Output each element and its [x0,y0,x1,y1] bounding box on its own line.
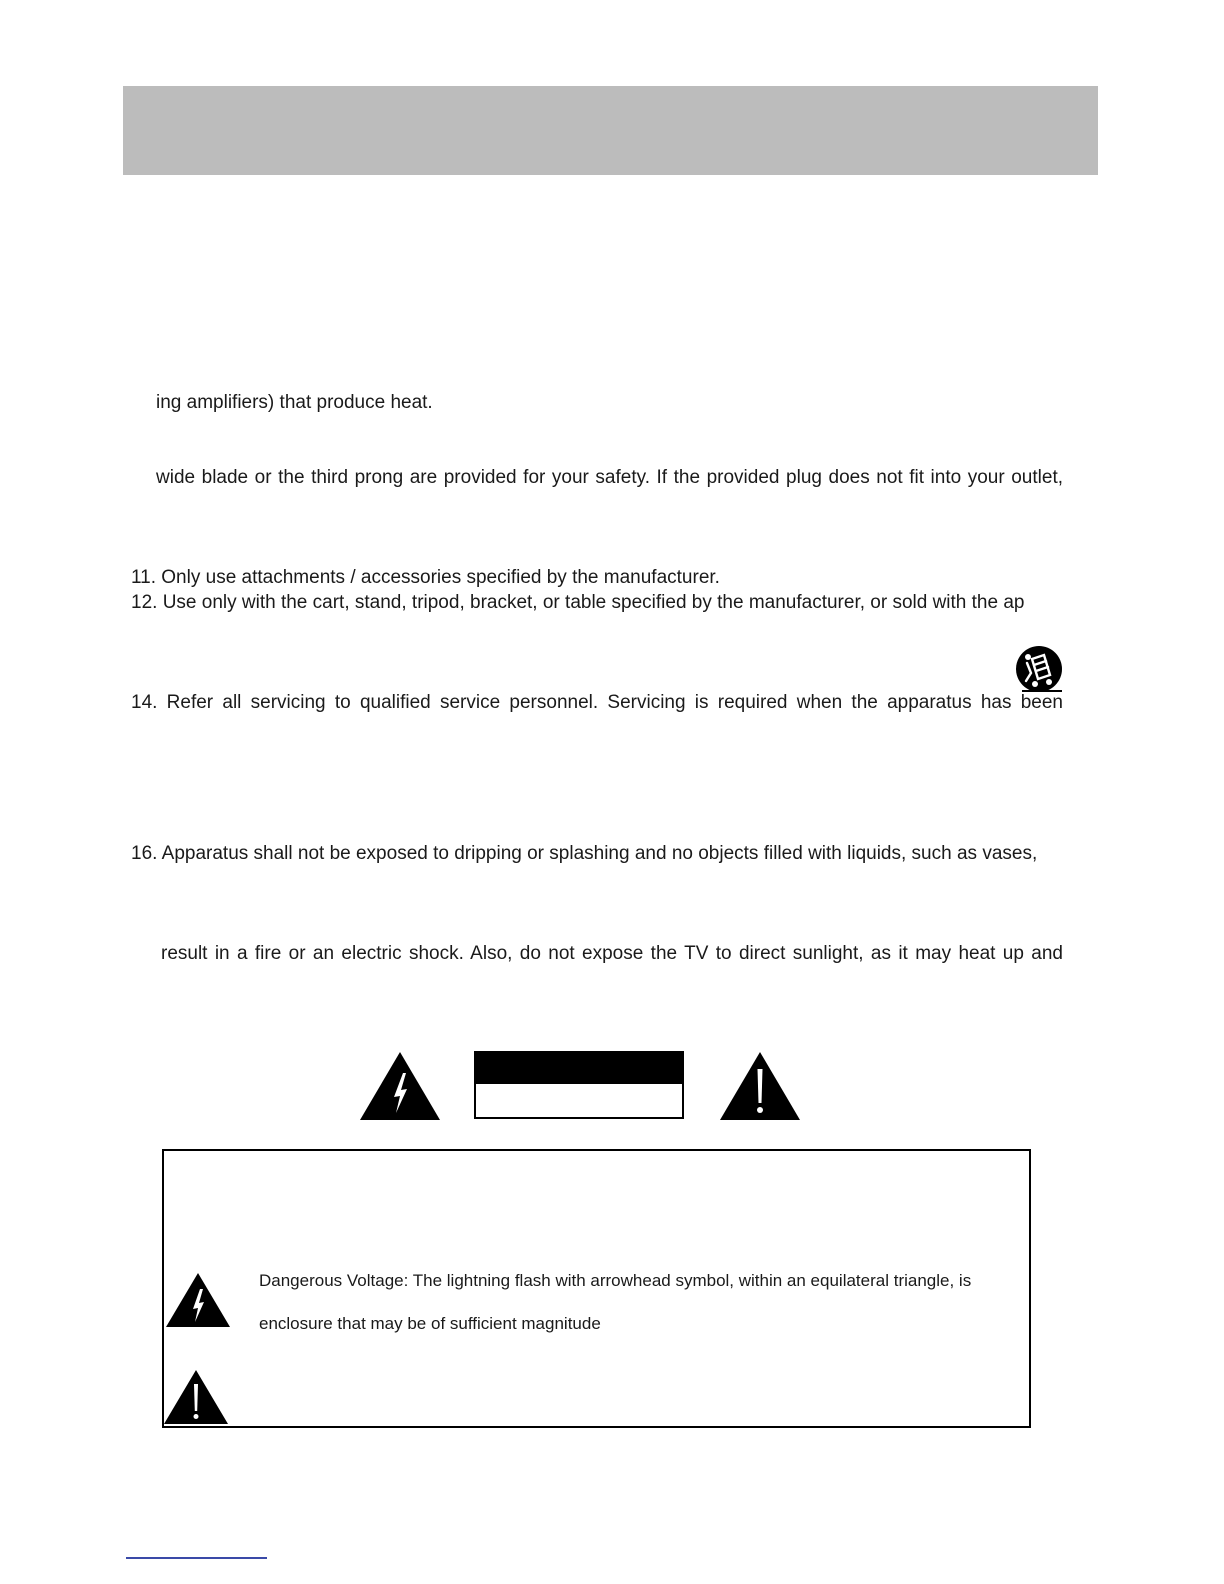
instruction-item-12: 12. Use only with the cart, stand, tripod, bracket, or table specified by the manufacturer, or sold with the ap [131,592,1025,613]
dangerous-voltage-line-1: Dangerous Voltage: The lightning flash with arrowhead symbol, within an equilateral triangle, is [259,1271,972,1290]
instruction-item-14: 14. Refer all servicing to qualified service personnel. Servicing is required when the apparatus has been [131,692,1063,713]
caution-label [474,1051,684,1119]
instruction-line-sunlight: result in a fire or an electric shock. Also, do not expose the TV to direct sunlight, as it may heat up and [161,943,1063,964]
cart-tip-over-icon [1014,645,1064,695]
caution-label-bar [476,1053,682,1084]
lightning-triangle-icon [359,1051,441,1121]
header-band [123,86,1098,175]
exclamation-triangle-icon [163,1369,229,1425]
instruction-item-11: 11. Only use attachments / accessories specified by the manufacturer. [131,567,720,588]
instruction-item-16: 16. Apparatus shall not be exposed to dripping or splashing and no objects filled with liquids, such as vases, [131,843,1038,864]
instruction-line-plug: wide blade or the third prong are provided for your safety. If the provided plug does not fit into your outlet, [156,467,1063,488]
symbol-explanation-box [162,1149,1031,1428]
lightning-triangle-icon [165,1272,231,1328]
exclamation-triangle-icon [719,1051,801,1121]
footer-rule [126,1557,267,1559]
dangerous-voltage-line-2: enclosure that may be of sufficient magnitude [259,1314,601,1333]
instruction-line-heat: ing amplifiers) that produce heat. [156,392,433,413]
